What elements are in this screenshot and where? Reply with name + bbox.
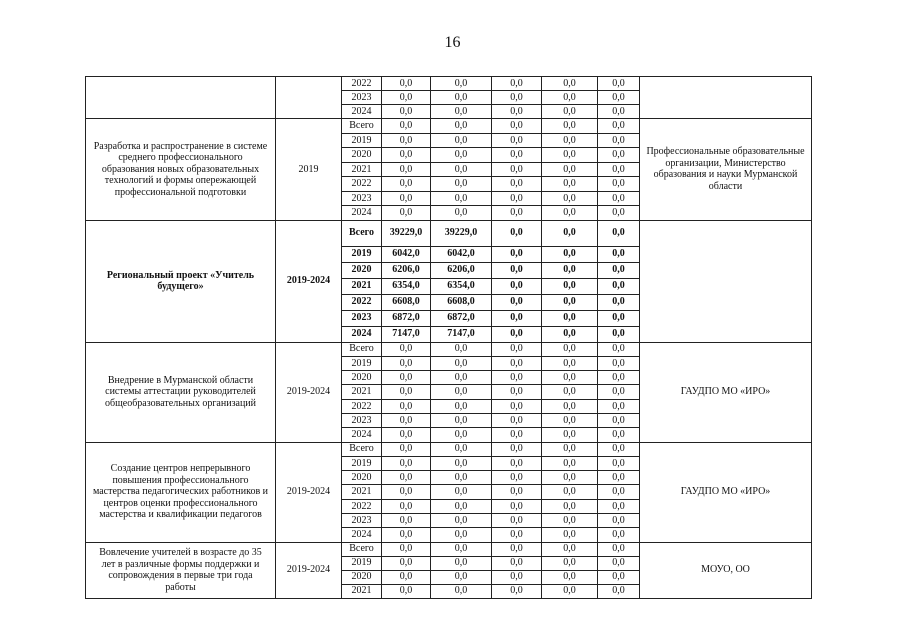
amount-cell: 0,0: [598, 570, 640, 584]
amount-cell: 0,0: [598, 385, 640, 399]
amount-cell: 0,0: [492, 485, 542, 499]
amount-cell: 0,0: [542, 310, 598, 326]
amount-cell: 0,0: [598, 326, 640, 342]
year-cell: 2024: [342, 105, 382, 119]
amount-cell: 0,0: [542, 542, 598, 556]
amount-cell: 0,0: [382, 206, 431, 221]
year-cell: 2022: [342, 77, 382, 91]
amount-cell: 0,0: [542, 485, 598, 499]
table-row: [86, 442, 812, 456]
amount-cell: 0,0: [542, 514, 598, 528]
amount-cell: 0,0: [598, 584, 640, 598]
amount-cell: 0,0: [431, 191, 492, 206]
amount-cell: 0,0: [492, 442, 542, 456]
amount-cell: 0,0: [598, 399, 640, 413]
amount-cell: 0,0: [431, 471, 492, 485]
amount-cell: 0,0: [431, 77, 492, 91]
amount-cell: 0,0: [431, 485, 492, 499]
measure-name: Разработка и распространение в системе среднего профессионального образования новых образовательных технологий и формы опережающей профессиональной подготовки: [86, 119, 276, 221]
measure-name: Региональный проект «Учитель будущего»: [86, 220, 276, 342]
year-cell: 2020: [342, 570, 382, 584]
year-cell: 2019: [342, 356, 382, 370]
amount-cell: 0,0: [382, 456, 431, 470]
amount-cell: 0,0: [431, 105, 492, 119]
amount-cell: 0,0: [598, 294, 640, 310]
amount-cell: 0,0: [542, 528, 598, 542]
amount-cell: 7147,0: [382, 326, 431, 342]
amount-cell: 0,0: [598, 485, 640, 499]
year-cell: 2022: [342, 399, 382, 413]
amount-cell: 0,0: [542, 191, 598, 206]
amount-cell: 0,0: [492, 514, 542, 528]
amount-cell: 0,0: [598, 246, 640, 262]
amount-cell: 0,0: [598, 471, 640, 485]
amount-cell: 0,0: [382, 119, 431, 134]
amount-cell: 0,0: [492, 584, 542, 598]
amount-cell: 0,0: [382, 105, 431, 119]
amount-cell: 0,0: [382, 542, 431, 556]
amount-cell: 0,0: [598, 278, 640, 294]
amount-cell: 0,0: [542, 556, 598, 570]
year-cell: 2022: [342, 499, 382, 513]
amount-cell: 0,0: [492, 310, 542, 326]
period-cell: 2019-2024: [276, 342, 342, 442]
amount-cell: 39229,0: [431, 220, 492, 246]
amount-cell: 0,0: [598, 119, 640, 134]
amount-cell: 0,0: [382, 442, 431, 456]
amount-cell: 0,0: [492, 499, 542, 513]
amount-cell: 0,0: [492, 119, 542, 134]
amount-cell: 6206,0: [431, 262, 492, 278]
amount-cell: 0,0: [382, 371, 431, 385]
amount-cell: 0,0: [431, 356, 492, 370]
amount-cell: 0,0: [598, 499, 640, 513]
amount-cell: 0,0: [598, 371, 640, 385]
period-cell: [276, 77, 342, 119]
executor-cell: ГАУДПО МО «ИРО»: [640, 342, 812, 442]
amount-cell: 0,0: [598, 148, 640, 163]
amount-cell: 0,0: [492, 105, 542, 119]
amount-cell: 0,0: [492, 191, 542, 206]
amount-cell: 0,0: [598, 206, 640, 221]
table-row: [86, 342, 812, 356]
amount-cell: 0,0: [431, 119, 492, 134]
amount-cell: 0,0: [431, 177, 492, 192]
amount-cell: 0,0: [382, 499, 431, 513]
year-cell: 2023: [342, 514, 382, 528]
amount-cell: 0,0: [598, 262, 640, 278]
amount-cell: 0,0: [542, 356, 598, 370]
period-cell: 2019-2024: [276, 542, 342, 598]
year-cell: Всего: [342, 220, 382, 246]
amount-cell: 0,0: [382, 514, 431, 528]
amount-cell: 0,0: [382, 570, 431, 584]
page-number: 16: [444, 34, 461, 51]
year-cell: 2023: [342, 310, 382, 326]
amount-cell: 0,0: [598, 342, 640, 356]
year-cell: 2024: [342, 206, 382, 221]
year-cell: Всего: [342, 442, 382, 456]
amount-cell: 0,0: [542, 262, 598, 278]
amount-cell: 0,0: [492, 246, 542, 262]
amount-cell: 0,0: [431, 133, 492, 148]
executor-cell: [640, 77, 812, 119]
amount-cell: 0,0: [492, 148, 542, 163]
amount-cell: 0,0: [598, 191, 640, 206]
amount-cell: 0,0: [382, 399, 431, 413]
amount-cell: 39229,0: [382, 220, 431, 246]
year-cell: Всего: [342, 542, 382, 556]
amount-cell: 0,0: [598, 442, 640, 456]
year-cell: 2022: [342, 294, 382, 310]
amount-cell: 0,0: [431, 148, 492, 163]
amount-cell: 0,0: [598, 77, 640, 91]
amount-cell: 0,0: [431, 514, 492, 528]
amount-cell: 0,0: [382, 485, 431, 499]
amount-cell: 0,0: [598, 162, 640, 177]
amount-cell: 0,0: [431, 428, 492, 442]
amount-cell: 0,0: [598, 133, 640, 148]
amount-cell: 0,0: [598, 310, 640, 326]
amount-cell: 0,0: [598, 456, 640, 470]
amount-cell: 0,0: [431, 499, 492, 513]
amount-cell: 0,0: [598, 413, 640, 427]
year-cell: 2021: [342, 278, 382, 294]
table-row: [86, 119, 812, 134]
measure-name: Создание центров непрерывного повышения профессионального мастерства педагогических работников и центров оценки профессионального мастерства и квалификации педагогов: [86, 442, 276, 542]
amount-cell: 0,0: [598, 528, 640, 542]
table-row: [86, 77, 812, 91]
amount-cell: 0,0: [542, 499, 598, 513]
amount-cell: 0,0: [542, 456, 598, 470]
amount-cell: 0,0: [542, 133, 598, 148]
amount-cell: 0,0: [492, 220, 542, 246]
amount-cell: 0,0: [492, 356, 542, 370]
year-cell: 2019: [342, 246, 382, 262]
amount-cell: 6042,0: [431, 246, 492, 262]
amount-cell: 0,0: [431, 542, 492, 556]
amount-cell: 0,0: [431, 91, 492, 105]
amount-cell: 0,0: [598, 556, 640, 570]
amount-cell: 0,0: [598, 428, 640, 442]
amount-cell: 0,0: [382, 528, 431, 542]
year-cell: 2024: [342, 326, 382, 342]
amount-cell: 6872,0: [431, 310, 492, 326]
amount-cell: 0,0: [382, 356, 431, 370]
amount-cell: 0,0: [492, 342, 542, 356]
year-cell: 2021: [342, 584, 382, 598]
measure-name: [86, 77, 276, 119]
amount-cell: 0,0: [542, 428, 598, 442]
year-cell: 2021: [342, 162, 382, 177]
amount-cell: 0,0: [492, 326, 542, 342]
amount-cell: 0,0: [542, 206, 598, 221]
amount-cell: 0,0: [382, 148, 431, 163]
year-cell: 2020: [342, 371, 382, 385]
period-cell: 2019-2024: [276, 442, 342, 542]
amount-cell: 0,0: [598, 177, 640, 192]
amount-cell: 0,0: [542, 246, 598, 262]
amount-cell: 0,0: [542, 220, 598, 246]
amount-cell: 0,0: [542, 570, 598, 584]
table-row: [86, 542, 812, 556]
amount-cell: 0,0: [382, 77, 431, 91]
amount-cell: 0,0: [542, 148, 598, 163]
year-cell: 2019: [342, 456, 382, 470]
amount-cell: 0,0: [431, 342, 492, 356]
amount-cell: 0,0: [431, 570, 492, 584]
amount-cell: 0,0: [382, 162, 431, 177]
year-cell: 2022: [342, 177, 382, 192]
amount-cell: 0,0: [382, 191, 431, 206]
year-cell: 2019: [342, 556, 382, 570]
amount-cell: 0,0: [598, 220, 640, 246]
executor-cell: МОУО, ОО: [640, 542, 812, 598]
amount-cell: 0,0: [382, 177, 431, 192]
amount-cell: 0,0: [598, 356, 640, 370]
amount-cell: 0,0: [598, 514, 640, 528]
amount-cell: 0,0: [492, 570, 542, 584]
amount-cell: 0,0: [542, 471, 598, 485]
amount-cell: 0,0: [431, 413, 492, 427]
amount-cell: 0,0: [492, 399, 542, 413]
amount-cell: 0,0: [542, 342, 598, 356]
amount-cell: 0,0: [542, 162, 598, 177]
measure-name: Вовлечение учителей в возрасте до 35 лет в различные формы поддержки и сопровождения в первые три года работы: [86, 542, 276, 598]
executor-cell: Профессиональные образовательные организации, Министерство образования и науки Мурманской области: [640, 119, 812, 221]
amount-cell: 0,0: [542, 584, 598, 598]
amount-cell: 0,0: [492, 262, 542, 278]
amount-cell: 0,0: [492, 177, 542, 192]
amount-cell: 0,0: [542, 413, 598, 427]
amount-cell: 0,0: [431, 371, 492, 385]
amount-cell: 0,0: [542, 371, 598, 385]
amount-cell: 0,0: [492, 542, 542, 556]
amount-cell: 0,0: [492, 413, 542, 427]
year-cell: 2024: [342, 428, 382, 442]
year-cell: 2023: [342, 191, 382, 206]
amount-cell: 6042,0: [382, 246, 431, 262]
amount-cell: 0,0: [492, 528, 542, 542]
year-cell: 2024: [342, 528, 382, 542]
amount-cell: 0,0: [542, 177, 598, 192]
amount-cell: 0,0: [542, 105, 598, 119]
amount-cell: 0,0: [492, 471, 542, 485]
amount-cell: 6872,0: [382, 310, 431, 326]
year-cell: 2021: [342, 385, 382, 399]
table-row: [86, 220, 812, 246]
amount-cell: 0,0: [598, 91, 640, 105]
amount-cell: 0,0: [431, 442, 492, 456]
amount-cell: 0,0: [431, 556, 492, 570]
amount-cell: 0,0: [598, 105, 640, 119]
amount-cell: 0,0: [431, 528, 492, 542]
amount-cell: 0,0: [431, 385, 492, 399]
amount-cell: 0,0: [542, 385, 598, 399]
amount-cell: 0,0: [492, 133, 542, 148]
amount-cell: 0,0: [382, 428, 431, 442]
year-cell: 2023: [342, 91, 382, 105]
amount-cell: 6608,0: [382, 294, 431, 310]
amount-cell: 0,0: [492, 91, 542, 105]
year-cell: 2019: [342, 133, 382, 148]
amount-cell: 0,0: [492, 77, 542, 91]
amount-cell: 6354,0: [431, 278, 492, 294]
amount-cell: 0,0: [431, 456, 492, 470]
amount-cell: 0,0: [542, 442, 598, 456]
amount-cell: 0,0: [542, 119, 598, 134]
amount-cell: 6354,0: [382, 278, 431, 294]
amount-cell: 0,0: [492, 294, 542, 310]
amount-cell: 0,0: [382, 413, 431, 427]
year-cell: 2020: [342, 262, 382, 278]
amount-cell: 0,0: [431, 206, 492, 221]
amount-cell: 0,0: [492, 385, 542, 399]
amount-cell: 0,0: [431, 162, 492, 177]
amount-cell: 0,0: [431, 584, 492, 598]
table-body: [86, 77, 812, 599]
executor-cell: ГАУДПО МО «ИРО»: [640, 442, 812, 542]
amount-cell: 0,0: [382, 342, 431, 356]
amount-cell: 0,0: [492, 428, 542, 442]
amount-cell: 0,0: [542, 77, 598, 91]
year-cell: 2020: [342, 148, 382, 163]
amount-cell: 6206,0: [382, 262, 431, 278]
amount-cell: 0,0: [542, 278, 598, 294]
year-cell: Всего: [342, 342, 382, 356]
period-cell: 2019-2024: [276, 220, 342, 342]
amount-cell: 0,0: [542, 326, 598, 342]
measure-name: Внедрение в Мурманской области системы аттестации руководителей общеобразовательных организаций: [86, 342, 276, 442]
year-cell: 2021: [342, 485, 382, 499]
amount-cell: 0,0: [382, 385, 431, 399]
amount-cell: 0,0: [492, 278, 542, 294]
amount-cell: 0,0: [492, 162, 542, 177]
amount-cell: 0,0: [382, 584, 431, 598]
year-cell: Всего: [342, 119, 382, 134]
amount-cell: 0,0: [598, 542, 640, 556]
amount-cell: 0,0: [382, 471, 431, 485]
amount-cell: 0,0: [542, 294, 598, 310]
amount-cell: 0,0: [431, 399, 492, 413]
amount-cell: 0,0: [382, 91, 431, 105]
year-cell: 2023: [342, 413, 382, 427]
amount-cell: 6608,0: [431, 294, 492, 310]
amount-cell: 0,0: [492, 371, 542, 385]
amount-cell: 0,0: [492, 556, 542, 570]
amount-cell: 0,0: [382, 556, 431, 570]
amount-cell: 0,0: [492, 456, 542, 470]
amount-cell: 0,0: [542, 399, 598, 413]
year-cell: 2020: [342, 471, 382, 485]
period-cell: 2019: [276, 119, 342, 221]
executor-cell: [640, 220, 812, 342]
amount-cell: 0,0: [542, 91, 598, 105]
amount-cell: 7147,0: [431, 326, 492, 342]
program-table: [85, 76, 812, 599]
amount-cell: 0,0: [492, 206, 542, 221]
amount-cell: 0,0: [382, 133, 431, 148]
